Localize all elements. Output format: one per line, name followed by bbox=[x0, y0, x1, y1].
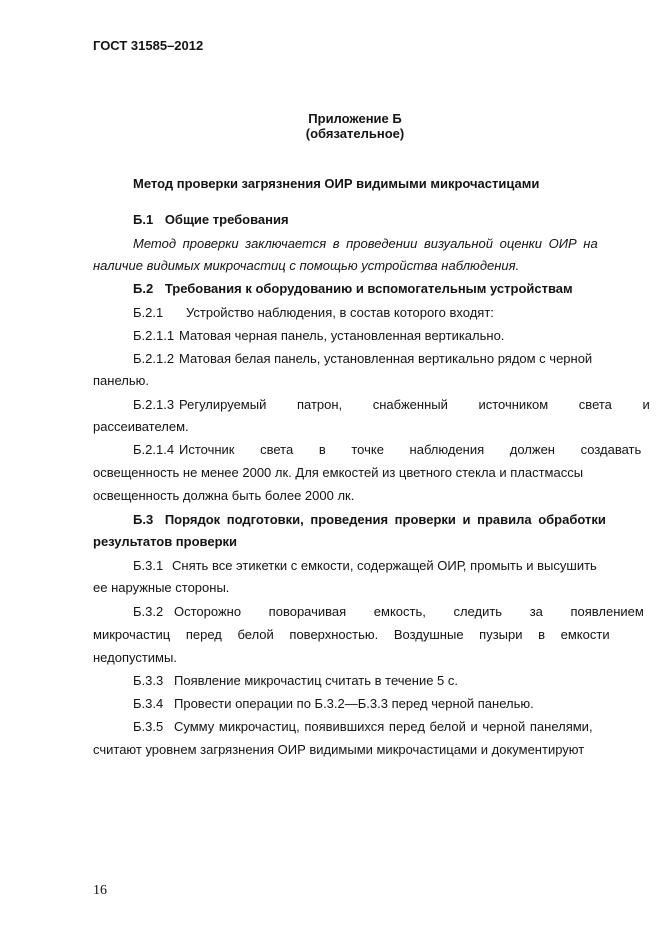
b213-text: Регулируемый патрон, снабженный источником света и bbox=[179, 397, 650, 412]
b35-line2: считают уровнем загрязнения ОИР видимыми микрочастицами и документируют bbox=[93, 742, 585, 757]
b212-item bbox=[133, 351, 592, 367]
b1-heading-text: Общие требования bbox=[164, 212, 289, 227]
b32-text: Осторожно поворачивая емкость, следить за появлением bbox=[174, 604, 644, 619]
b214-line2: освещенность не менее 2000 лк. Для емкостей из цветного стекла и пластмассы bbox=[93, 465, 584, 480]
b32-line3: недопустимы. bbox=[93, 650, 177, 665]
b212-text: Матовая белая панель, установленная вертикально рядом с черной bbox=[179, 351, 593, 366]
b3-number: Б.3 bbox=[133, 512, 154, 527]
b214-item bbox=[133, 442, 642, 458]
b1-number: Б.1 bbox=[133, 212, 154, 227]
b213-item bbox=[133, 397, 650, 413]
b211-item bbox=[133, 328, 504, 344]
section-title: Метод проверки загрязнения ОИР видимыми микрочастицами bbox=[133, 176, 540, 191]
b31-number: Б.3.1 bbox=[133, 558, 164, 573]
b213-continuation: рассеивателем. bbox=[93, 419, 189, 434]
b33-text: Появление микрочастиц считать в течение 5 с. bbox=[174, 673, 459, 688]
b3-heading bbox=[133, 512, 606, 528]
b3-heading-continuation: результатов проверки bbox=[93, 534, 238, 549]
b35-text: Сумму микрочастиц, появившихся перед белой и черной панелями, bbox=[174, 719, 593, 734]
b33-number: Б.3.3 bbox=[133, 673, 164, 688]
b211-number: Б.2.1.1 bbox=[133, 328, 175, 343]
page-number: 16 bbox=[93, 883, 107, 898]
b21-text: Устройство наблюдения, в состав которого входят: bbox=[186, 305, 494, 320]
b31-text: Снять все этикетки с емкости, содержащей ОИР, промыть и высушить bbox=[172, 558, 597, 573]
b21-item bbox=[133, 305, 494, 321]
b2-heading-text: Требования к оборудованию и вспомогательным устройствам bbox=[164, 281, 573, 296]
b35-item bbox=[133, 719, 593, 735]
b214-number: Б.2.1.4 bbox=[133, 442, 175, 457]
b214-line3: освещенность должна быть более 2000 лк. bbox=[93, 488, 355, 503]
b31-continuation: ее наружные стороны. bbox=[93, 580, 230, 595]
standard-header: ГОСТ 31585–2012 bbox=[93, 38, 204, 53]
b2-number: Б.2 bbox=[133, 281, 154, 296]
b32-item bbox=[133, 604, 644, 620]
b1-heading bbox=[133, 212, 289, 228]
b212-number: Б.2.1.2 bbox=[133, 351, 175, 366]
b214-text: Источник света в точке наблюдения должен создавать bbox=[179, 442, 642, 457]
b213-number: Б.2.1.3 bbox=[133, 397, 175, 412]
b211-text: Матовая черная панель, установленная вертикально. bbox=[179, 328, 505, 343]
appendix-subtitle: (обязательное) bbox=[305, 126, 405, 141]
b34-number: Б.3.4 bbox=[133, 696, 164, 711]
b1-text-line1: Метод проверки заключается в проведении визуальной оценки ОИР на bbox=[133, 236, 598, 251]
b34-text: Провести операции по Б.3.2—Б.3.3 перед черной панелью. bbox=[174, 696, 534, 711]
b32-line2: микрочастиц перед белой поверхностью. Воздушные пузыри в емкости bbox=[93, 627, 610, 642]
b2-heading bbox=[133, 281, 573, 297]
b34-item bbox=[133, 696, 534, 712]
b1-text-line2: наличие видимых микрочастиц с помощью устройства наблюдения. bbox=[93, 258, 520, 273]
b3-heading-text: Порядок подготовки, проведения проверки и правила обработки bbox=[164, 512, 606, 527]
b21-number: Б.2.1 bbox=[133, 305, 164, 320]
b32-number: Б.3.2 bbox=[133, 604, 164, 619]
b31-item bbox=[133, 558, 597, 574]
b212-continuation: панелью. bbox=[93, 373, 149, 388]
b35-number: Б.3.5 bbox=[133, 719, 164, 734]
b33-item bbox=[133, 673, 458, 689]
appendix-title: Приложение Б bbox=[308, 111, 402, 126]
